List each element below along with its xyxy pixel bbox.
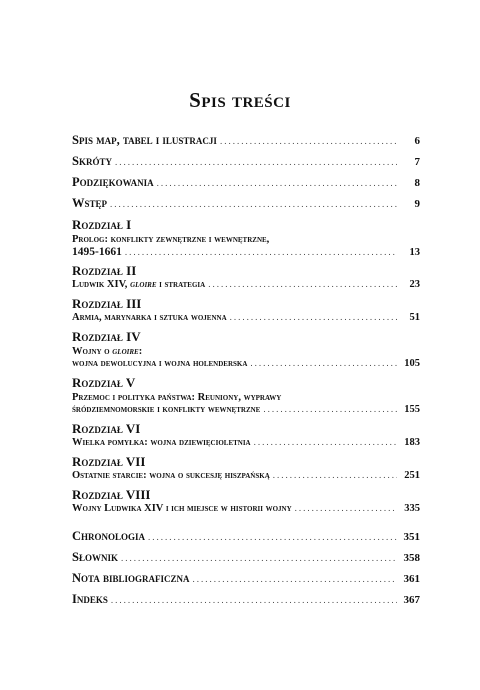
toc-entry-front-1[interactable] [72, 154, 420, 172]
chapter-title-line: Przemoc i polityka państwa: Reuniony, wyprawy [72, 392, 282, 403]
entry-page: 335 [404, 503, 420, 514]
entry-page: 358 [403, 552, 420, 564]
title-part: : [138, 346, 143, 357]
entry-page: 251 [404, 470, 420, 481]
toc-entry-front-2[interactable] [72, 175, 420, 193]
entry-page: 13 [409, 247, 420, 258]
entry-page: 361 [403, 573, 420, 585]
chapter-heading: Rozdział III [72, 296, 142, 311]
entry-label: Wstęp [72, 196, 108, 210]
chapter-title-line: Wielka pomyłka: wojna dziewięcioletnia [72, 437, 251, 448]
dot-leader [125, 247, 397, 257]
table-of-contents [72, 133, 420, 613]
chapter-heading: Rozdział II [72, 263, 137, 278]
toc-entry-back-0[interactable] [72, 529, 420, 547]
chapter-title-line: Prolog: konflikty zewnętrzne i wewnętrzne, [72, 234, 270, 245]
dot-leader [254, 437, 397, 447]
toc-chapter-1[interactable] [72, 217, 420, 260]
entry-label: Indeks [72, 592, 108, 606]
entry-page: 7 [414, 156, 420, 168]
toc-chapter-5[interactable] [72, 375, 420, 418]
toc-chapter-4[interactable] [72, 329, 420, 372]
entry-label: Spis map, tabel i ilustracji [72, 133, 217, 147]
dot-leader [110, 199, 397, 209]
entry-page: 6 [414, 135, 420, 147]
chapter-title-line [72, 279, 205, 290]
entry-page: 183 [404, 437, 420, 448]
chapter-title-line: 1495-1661 [72, 246, 122, 258]
page-title: Spis treści [189, 88, 291, 112]
entry-page: 367 [403, 594, 420, 606]
dot-leader [157, 178, 397, 188]
toc-chapter-8[interactable] [72, 487, 420, 517]
title-part: Wojny o [72, 346, 113, 357]
chapter-heading: Rozdział I [72, 217, 132, 232]
chapter-heading: Rozdział V [72, 375, 136, 390]
entry-page: 351 [403, 531, 420, 543]
entry-page: 51 [409, 312, 420, 323]
toc-entry-front-0[interactable] [72, 133, 420, 151]
dot-leader [263, 404, 397, 414]
title-part: Ludwik XIV, [72, 279, 131, 290]
toc-chapter-6[interactable] [72, 421, 420, 451]
dot-leader [148, 532, 397, 542]
entry-page: 105 [404, 358, 420, 369]
entry-label: Nota bibliograficzna [72, 571, 190, 585]
dot-leader [111, 595, 397, 605]
toc-entry-back-3[interactable] [72, 592, 420, 610]
dot-leader [230, 312, 397, 322]
toc-chapter-7[interactable] [72, 454, 420, 484]
chapter-title-line: Wojny Ludwika XIV i ich miejsce w historii wojny [72, 503, 292, 514]
toc-entry-back-2[interactable] [72, 571, 420, 589]
entry-page: 23 [409, 279, 420, 290]
title-italic: gloire [112, 346, 139, 357]
chapter-heading: Rozdział IV [72, 329, 141, 344]
dot-leader [208, 279, 397, 289]
toc-chapter-3[interactable] [72, 296, 420, 326]
title-italic: gloire [130, 279, 157, 290]
entry-label: Chronologia [72, 529, 146, 543]
entry-label: Słownik [72, 550, 118, 564]
chapter-heading: Rozdział VII [72, 454, 146, 469]
entry-label: Skróty [72, 154, 112, 168]
entry-page: 8 [414, 177, 420, 189]
chapter-title-line: Armia, marynarka i sztuka wojenna [72, 312, 227, 323]
chapter-title-line [72, 345, 420, 358]
dot-leader [273, 470, 397, 480]
toc-entry-back-1[interactable] [72, 550, 420, 568]
chapter-heading: Rozdział VIII [72, 487, 151, 502]
dot-leader [193, 574, 397, 584]
dot-leader [115, 157, 397, 167]
entry-page: 155 [404, 404, 420, 415]
entry-label: Podziękowania [72, 175, 154, 189]
chapter-title-line: śródziemnomorskie i konflikty wewnętrzne [72, 404, 261, 415]
dot-leader [220, 136, 397, 146]
title-part: i strategia [156, 279, 206, 290]
toc-chapter-2[interactable] [72, 263, 420, 293]
chapter-title-line: wojna dewolucyjna i wojna holenderska [72, 358, 248, 369]
dot-leader [121, 553, 397, 563]
chapter-title-line: Ostatnie starcie: wojna o sukcesję hiszpańską [72, 470, 270, 481]
toc-entry-front-3[interactable] [72, 196, 420, 214]
chapter-heading: Rozdział VI [72, 421, 141, 436]
dot-leader [295, 503, 397, 513]
dot-leader [250, 358, 397, 368]
entry-page: 9 [414, 198, 420, 210]
spacer [72, 517, 420, 529]
